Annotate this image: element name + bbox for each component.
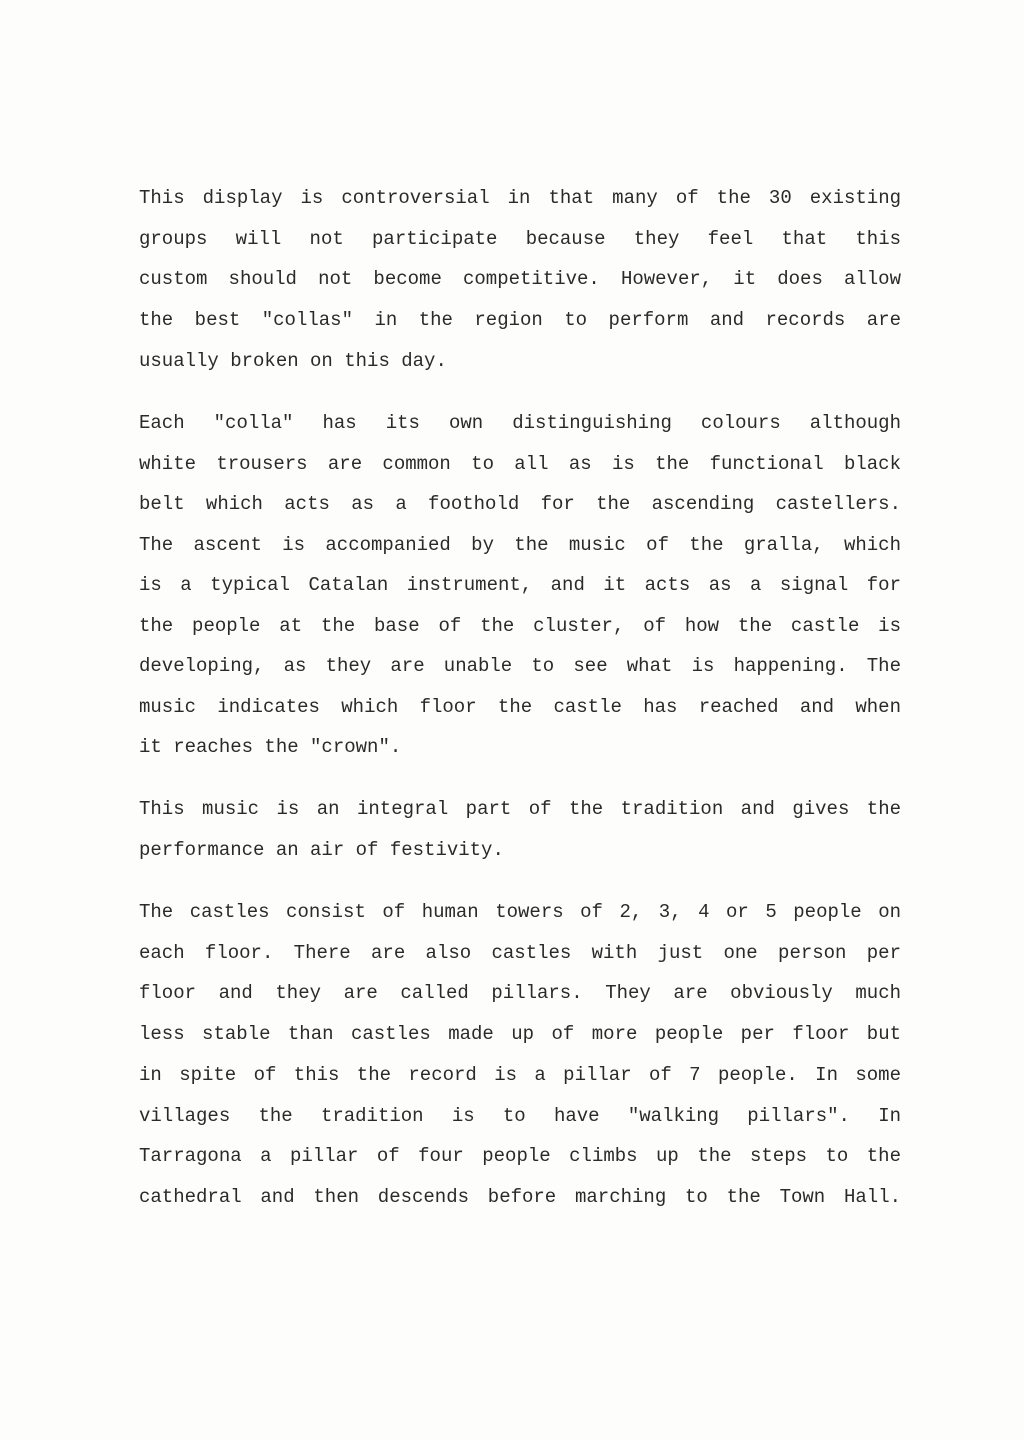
text-line: groups will not participate because they feel that this xyxy=(139,227,901,250)
text-line: custom should not become competitive. However, it does allow xyxy=(139,268,901,291)
text-line: This music is an integral part of the tradition and gives the xyxy=(139,798,901,820)
text-line: the best "collas" in the region to perform and records are xyxy=(139,309,901,332)
text-line: Each "colla" has its own distinguishing colours although xyxy=(139,412,901,434)
text-line: white trousers are common to all as is the functional black xyxy=(139,452,901,475)
text-line: developing, as they are unable to see what is happening. The xyxy=(139,655,901,677)
text-line: it reaches the "crown". xyxy=(139,736,402,758)
text-line: Tarragona a pillar of four people climbs up the steps to the xyxy=(139,1145,901,1168)
text-line: usually broken on this day. xyxy=(139,349,447,372)
text-line: villages the tradition is to have "walking pillars". In xyxy=(139,1104,901,1127)
text-line: performance an air of festivity. xyxy=(139,839,504,861)
text-line: each floor. There are also castles with just one person per xyxy=(139,941,901,964)
text-line: is a typical Catalan instrument, and it acts as a signal for xyxy=(139,574,901,596)
text-line: The ascent is accompanied by the music of the gralla, which xyxy=(139,533,901,556)
text-line: in spite of this the record is a pillar of 7 people. In some xyxy=(139,1063,901,1086)
text-line: music indicates which floor the castle has reached and when xyxy=(139,695,901,718)
text-line: less stable than castles made up of more people per floor but xyxy=(139,1023,901,1046)
text-line: the people at the base of the cluster, of how the castle is xyxy=(139,614,901,637)
text-line: cathedral and then descends before marching to the Town Hall. xyxy=(139,1185,901,1208)
text-line: floor and they are called pillars. They are obviously much xyxy=(139,982,901,1005)
text-line: belt which acts as a foothold for the ascending castellers. xyxy=(139,493,901,515)
text-line: The castles consist of human towers of 2, 3, 4 or 5 people on xyxy=(139,901,901,923)
text-line: This display is controversial in that many of the 30 existing xyxy=(139,187,901,209)
